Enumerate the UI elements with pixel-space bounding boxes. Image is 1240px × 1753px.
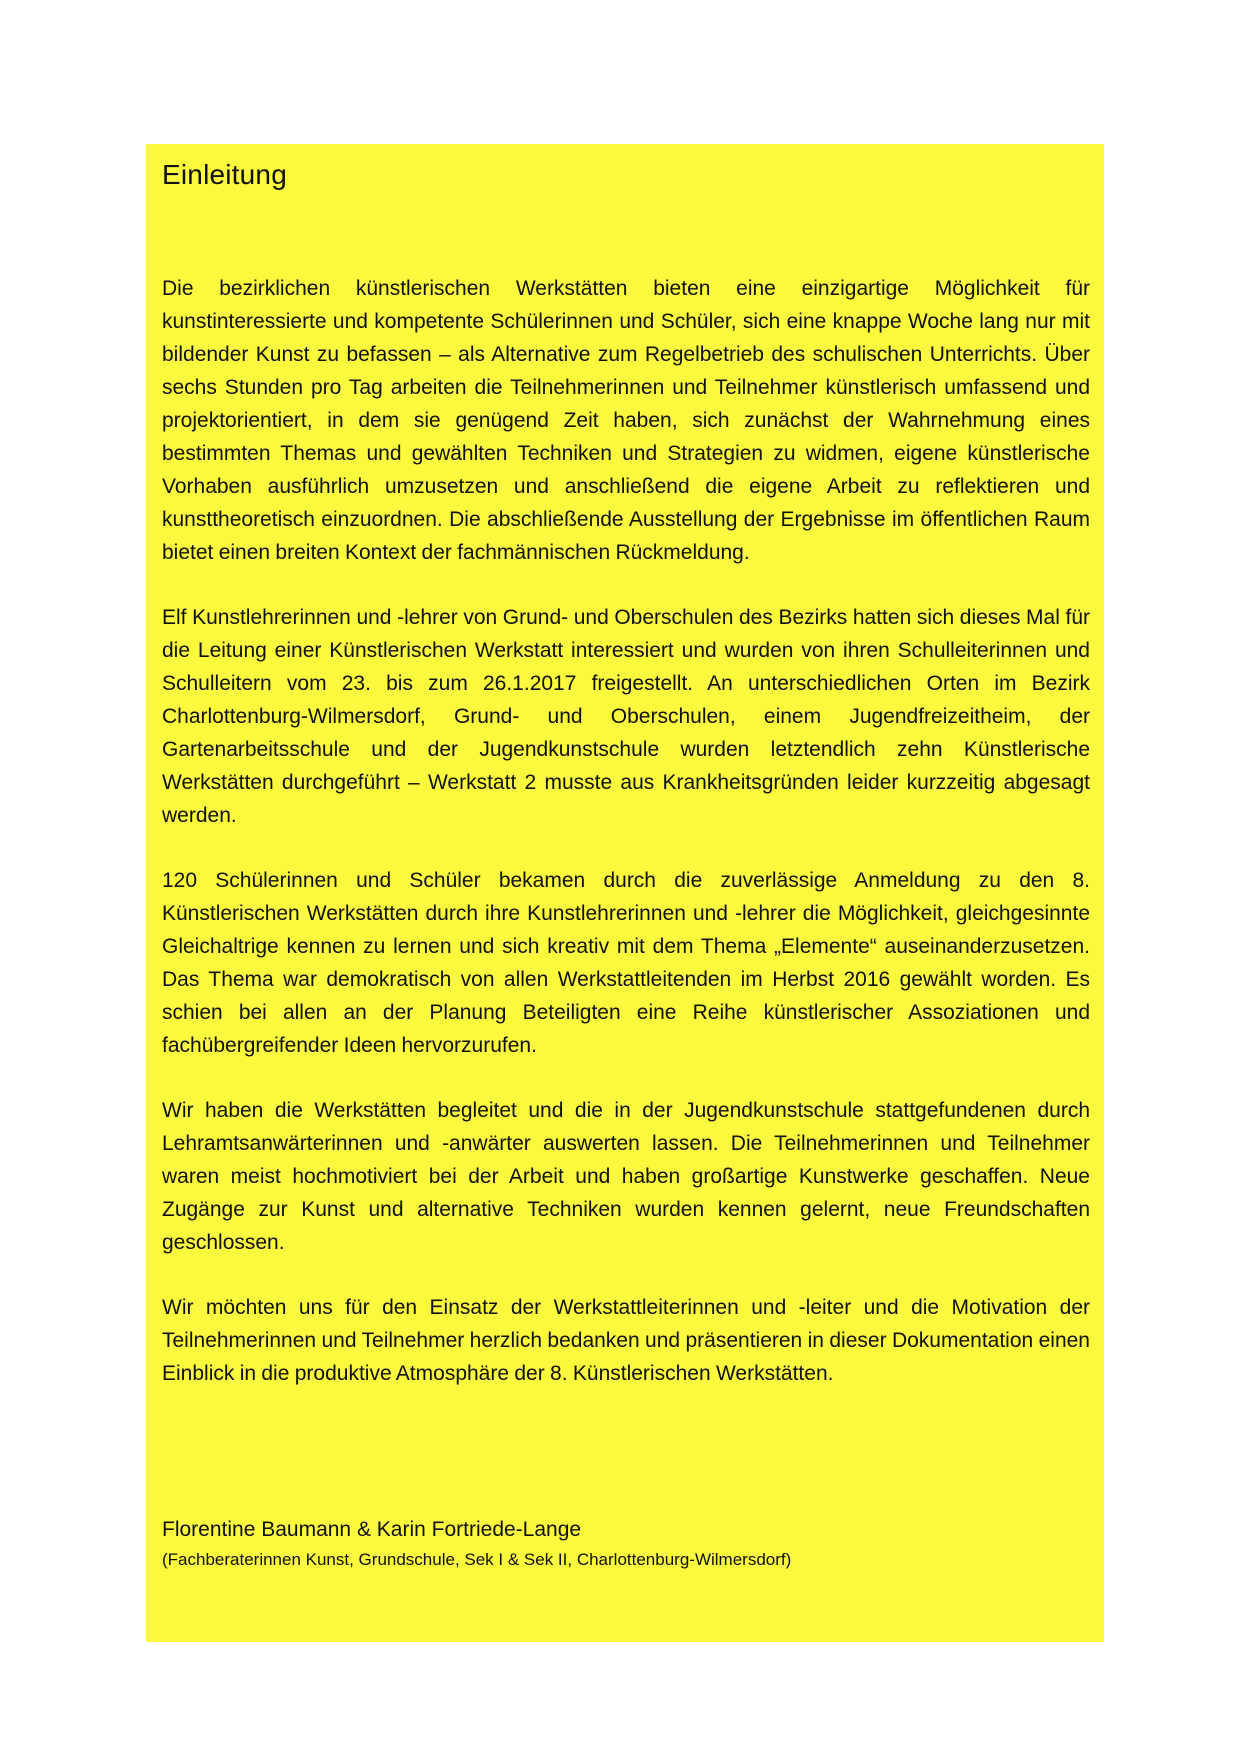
signature-block (162, 1515, 1090, 1573)
page-title: Einleitung (162, 159, 287, 190)
introduction-body (162, 272, 1090, 1390)
paragraph-teachers-locations: Elf Kunstlehrerinnen und -lehrer von Grund- und Oberschulen des Bezirks hatten sich dieses Mal für die Leitung einer Künstlerischen Werkstatt interessiert und wurden von ihren Schulleiterinnen und Schulleitern vom 23. bis zum 26.1.2017 freigestellt. An unterschiedlichen Orten im Bezirk Charlottenburg-Wilmersdorf, Grund- und Oberschulen, einem Jugendfreizeitheim, der Gartenarbeitsschule und der Jugendkunstschule wurden letztendlich zehn Künstlerische Werkstätten durchgeführt – Werkstatt 2 musste aus Krankheitsgründen leider kurzzeitig abgesagt werden. (162, 606, 1090, 827)
paragraph-evaluation: Wir haben die Werkstätten begleitet und die in der Jugendkunstschule stattgefundenen durch Lehramtsanwärterinnen und -anwärter auswerten lassen. Die Teilnehmerinnen und Teilnehmer waren meist hochmotiviert bei der Arbeit und haben großartige Kunstwerke geschaffen. Neue Zugänge zur Kunst und alternative Techniken wurden kennen gelernt, neue Freundschaften geschlossen. (162, 1099, 1090, 1254)
signature-role: (Fachberaterinnen Kunst, Grundschule, Sek I & Sek II, Charlottenburg-Wilmersdorf) (162, 1550, 792, 1569)
introduction-panel (146, 144, 1104, 1642)
signature-names: Florentine Baumann & Karin Fortriede-Lange (162, 1518, 582, 1541)
paragraph-students-theme: 120 Schülerinnen und Schüler bekamen durch die zuverlässige Anmeldung zu den 8. Künstlerischen Werkstätten durch ihre Kunstlehrerinnen und -lehrer die Möglichkeit, gleichgesinnte Gleichaltrige kennen zu lernen und sich kreativ mit dem Thema „Elemente“ auseinanderzusetzen. Das Thema war demokratisch von allen Werkstattleitenden im Herbst 2016 gewählt worden. Es schien bei allen an der Planung Beteiligten eine Reihe künstlerischer Assoziationen und fachübergreifender Ideen hervorzurufen. (162, 869, 1090, 1057)
paragraph-workshops-overview: Die bezirklichen künstlerischen Werkstätten bieten eine einzigartige Möglichkeit für kunstinteressierte und kompetente Schülerinnen und Schüler, sich eine knappe Woche lang nur mit bildender Kunst zu befassen – als Alternative zum Regelbetrieb des schulischen Unterrichts. Über sechs Stunden pro Tag arbeiten die Teilnehmerinnen und Teilnehmer künstlerisch umfassend und projektorientiert, in dem sie genügend Zeit haben, sich zunächst der Wahrnehmung eines bestimmten Themas und gewählten Techniken und Strategien zu widmen, eigene künstlerische Vorhaben ausführlich umzusetzen und anschließend die eigene Arbeit zu reflektieren und kunsttheoretisch einzuordnen. Die abschließende Ausstellung der Ergebnisse im öffentlichen Raum bietet einen breiten Kontext der fachmännischen Rückmeldung. (162, 277, 1090, 564)
paragraph-thanks: Wir möchten uns für den Einsatz der Werkstattleiterinnen und -leiter und die Motivation der Teilnehmerinnen und Teilnehmer herzlich bedanken und präsentieren in dieser Dokumentation einen Einblick in die produktive Atmosphäre der 8. Künstlerischen Werkstätten. (162, 1296, 1090, 1385)
